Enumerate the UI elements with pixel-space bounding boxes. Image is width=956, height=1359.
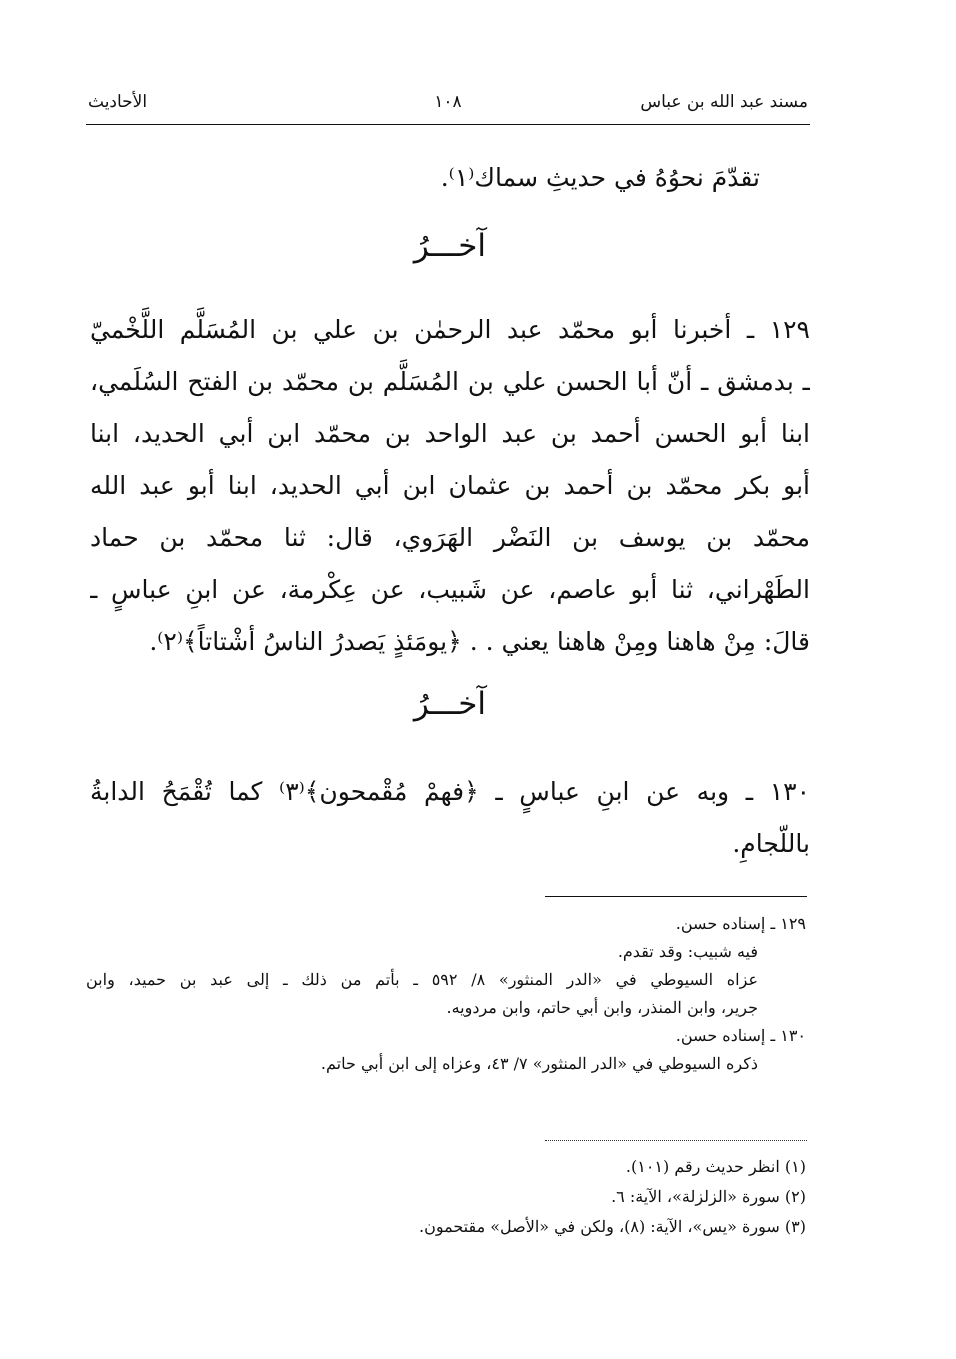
hadith-line: الطَهْراني، ثنا أبو عاصم، عن شَبيب، عن عِكْرمة، عن ابنِ عباسٍ ـ: [90, 575, 810, 604]
hadith-line: محمّد بن يوسف بن النَضْر الهَرَوي، قال: ثنا محمّد بن حماد: [90, 523, 810, 552]
section-heading-1: آخـــرُ: [413, 228, 487, 264]
note-line: ١٢٩ ـ إسناده حسن.: [675, 914, 806, 933]
section-heading-2: آخـــرُ: [413, 686, 487, 722]
note-line: فيه شبيب: وقد تقدم.: [617, 942, 758, 961]
notes-divider: [545, 896, 807, 897]
book-title: مسند عبد الله بن عباس: [640, 92, 808, 112]
footnote: (٣) سورة «يس»، الآية: (٨)، ولكن في «الأصل» مقتحمون.: [418, 1217, 806, 1236]
hadith-line: أبو بكر محمّد بن أحمد بن عثمان ابن أبي الحديد، ابنا أبو عبد الله: [90, 471, 810, 500]
hadith-line: باللّجامِ.: [732, 829, 810, 858]
section-title: الأحاديث: [88, 92, 148, 112]
hadith-line: ـ بدمشق ـ أنّ أبا الحسن علي بن المُسَلَّم بن محمّد بن الفتح السُلَمي،: [90, 367, 810, 396]
footnotes: [86, 1152, 806, 1242]
intro-paragraph: [90, 152, 810, 204]
hadith-130: [90, 766, 810, 870]
note-line: ١٣٠ ـ إسناده حسن.: [675, 1026, 806, 1045]
note-line: جرير، وابن المنذر، وابن أبي حاتم، وابن مردويه.: [446, 998, 758, 1017]
footnote: (١) انظر حديث رقم (١٠١).: [625, 1157, 806, 1176]
header-divider: [86, 124, 810, 125]
hadith-line: ابنا أبو الحسن أحمد بن عبد الواحد بن محمّد ابن أبي الحديد، ابنا: [90, 419, 810, 448]
hadith-line: قالَ: مِنْ هاهنا ومِنْ هاهنا يعني . . ﴿يومَئذٍ يَصدرُ الناسُ أشْتاتاً﴾⁽٢⁾.: [149, 627, 810, 656]
intro-line: تقدّمَ نحوُهُ في حديثِ سماك⁽١⁾.: [440, 163, 760, 192]
footnote: (٢) سورة «الزلزلة»، الآية: ٦.: [611, 1187, 806, 1206]
commentary-notes: [86, 910, 806, 1078]
hadith-line: ١٢٩ ـ أخبرنا أبو محمّد عبد الرحمٰن بن علي بن المُسَلَّم اللَّخْميّ: [90, 315, 810, 344]
running-header: [88, 92, 808, 122]
note-line: ذكره السيوطي في «الدر المنثور» ٧/ ٤٣، وعزاه إلى ابن أبي حاتم.: [320, 1054, 758, 1073]
footnotes-divider: [545, 1140, 807, 1141]
hadith-line: ١٣٠ ـ وبه عن ابنِ عباسٍ ـ ﴿فهمْ مُقْمحون﴾⁽٣⁾ كما تُقْمَحُ الدابةُ: [90, 777, 810, 806]
hadith-129: [90, 304, 810, 668]
note-line: عزاه السيوطي في «الدر المنثور» ٨/ ٥٩٢ ـ بأتم من ذلك ـ إلى عبد بن حميد، وابن: [86, 970, 758, 989]
page-number: ١٠٨: [434, 92, 462, 112]
